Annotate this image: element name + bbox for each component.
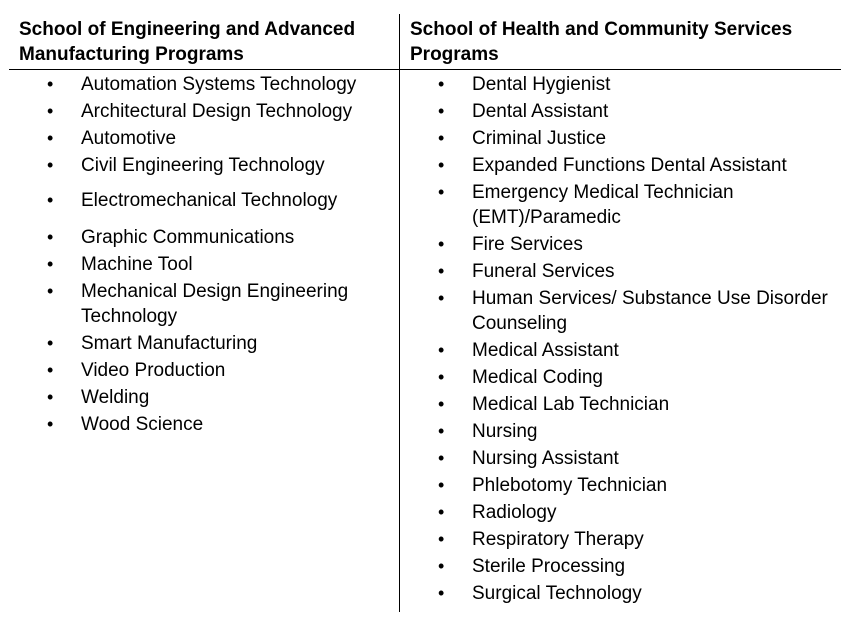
bullet-icon: •	[438, 367, 445, 387]
program-name: Wood Science	[81, 414, 204, 435]
list-item	[400, 473, 841, 498]
bullet-icon: •	[438, 261, 445, 281]
engineering-school-header: School of Engineering and Advanced Manufacturing Programs	[19, 19, 356, 65]
program-name: Welding	[81, 387, 150, 408]
program-name: Civil Engineering Technology	[81, 155, 325, 176]
list-item	[400, 500, 841, 525]
bullet-icon: •	[438, 128, 445, 148]
bullet-icon: •	[438, 394, 445, 414]
list-item	[400, 180, 841, 230]
program-name: Dental Assistant	[472, 101, 609, 122]
list-item	[400, 153, 841, 178]
list-item	[400, 72, 841, 97]
program-name: Funeral Services	[472, 261, 615, 282]
bullet-icon: •	[47, 190, 54, 210]
list-item	[9, 225, 399, 250]
program-name: Nursing	[472, 421, 538, 442]
list-item	[9, 412, 399, 437]
program-name: Fire Services	[472, 234, 583, 255]
list-item	[400, 99, 841, 124]
list-item	[9, 99, 399, 124]
health-programs-list	[400, 72, 841, 608]
program-name: Phlebotomy Technician	[472, 475, 668, 496]
bullet-icon: •	[438, 74, 445, 94]
list-item	[400, 446, 841, 471]
bullet-icon: •	[47, 414, 54, 434]
list-item	[9, 279, 399, 329]
program-name: Architectural Design Technology	[81, 101, 353, 122]
list-item	[9, 385, 399, 410]
program-name: Expanded Functions Dental Assistant	[472, 155, 787, 176]
program-name: Automotive	[81, 128, 177, 149]
bullet-icon: •	[47, 227, 54, 247]
table-header-row	[9, 14, 841, 70]
program-name: Criminal Justice	[472, 128, 607, 149]
program-name: Nursing Assistant	[472, 448, 619, 469]
list-item	[9, 331, 399, 356]
program-name: Surgical Technology	[472, 583, 642, 604]
list-item	[400, 419, 841, 444]
bullet-icon: •	[438, 101, 445, 121]
list-item	[400, 338, 841, 363]
bullet-icon: •	[438, 234, 445, 254]
bullet-icon: •	[47, 281, 54, 301]
bullet-icon: •	[438, 421, 445, 441]
program-name: Radiology	[472, 502, 557, 523]
program-name: Sterile Processing	[472, 556, 626, 577]
bullet-icon: •	[438, 288, 445, 308]
list-item	[400, 286, 841, 336]
program-name: Automation Systems Technology	[81, 74, 357, 95]
program-name: Medical Lab Technician	[472, 394, 670, 415]
bullet-icon: •	[438, 556, 445, 576]
bullet-icon: •	[438, 475, 445, 495]
list-item	[9, 72, 399, 97]
program-name: Electromechanical Technology	[81, 190, 338, 211]
program-name: Mechanical Design Engineering Technology	[81, 281, 349, 327]
list-item	[400, 392, 841, 417]
bullet-icon: •	[47, 74, 54, 94]
bullet-icon: •	[47, 333, 54, 353]
bullet-icon: •	[47, 155, 54, 175]
program-name: Human Services/ Substance Use Disorder Counseling	[472, 288, 828, 334]
program-name: Respiratory Therapy	[472, 529, 644, 550]
list-item	[9, 188, 399, 213]
program-name: Emergency Medical Technician (EMT)/Paramedic	[472, 182, 734, 228]
bullet-icon: •	[438, 583, 445, 603]
list-item	[9, 252, 399, 277]
bullet-icon: •	[438, 529, 445, 549]
list-item	[400, 581, 841, 606]
engineering-programs-list	[9, 72, 399, 439]
program-name: Medical Assistant	[472, 340, 619, 361]
programs-table	[9, 14, 841, 604]
bullet-icon: •	[47, 387, 54, 407]
bullet-icon: •	[438, 448, 445, 468]
program-name: Medical Coding	[472, 367, 603, 388]
list-item	[9, 153, 399, 178]
list-item	[9, 126, 399, 151]
bullet-icon: •	[47, 101, 54, 121]
bullet-icon: •	[438, 340, 445, 360]
program-name: Machine Tool	[81, 254, 193, 275]
list-item	[400, 232, 841, 257]
program-name: Smart Manufacturing	[81, 333, 258, 354]
list-item	[400, 554, 841, 579]
program-name: Graphic Communications	[81, 227, 295, 248]
list-item	[400, 259, 841, 284]
list-item	[9, 358, 399, 383]
bullet-icon: •	[438, 182, 445, 202]
bullet-icon: •	[47, 360, 54, 380]
list-item	[400, 527, 841, 552]
health-school-header: School of Health and Community Services Programs	[410, 19, 793, 65]
list-item	[400, 126, 841, 151]
bullet-icon: •	[47, 254, 54, 274]
list-item	[400, 365, 841, 390]
program-name: Dental Hygienist	[472, 74, 611, 95]
bullet-icon: •	[47, 128, 54, 148]
bullet-icon: •	[438, 155, 445, 175]
bullet-icon: •	[438, 502, 445, 522]
program-name: Video Production	[81, 360, 226, 381]
